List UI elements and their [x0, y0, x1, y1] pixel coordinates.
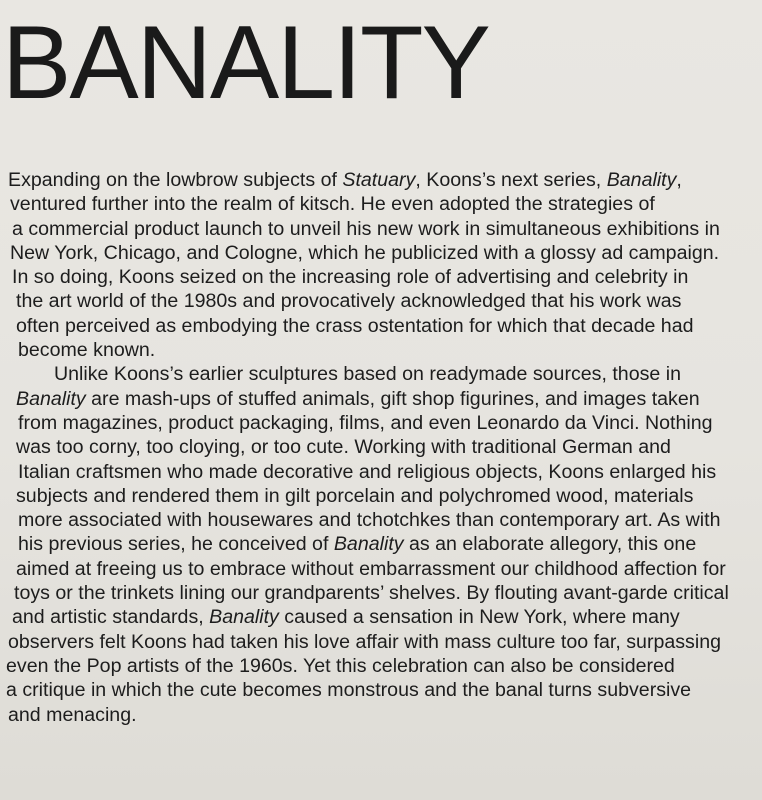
text-line: [6, 678, 760, 702]
text-line: [12, 605, 760, 629]
text-line: [18, 411, 760, 435]
text-run: often perceived as embodying the crass ostentation for which that decade had: [16, 314, 694, 337]
text-line: [16, 435, 760, 459]
text-run: was too corny, too cloying, or too cute. Working with traditional German and: [16, 436, 671, 459]
text-run: aimed at freeing us to embrace without embarrassment our childhood affection for: [16, 557, 726, 580]
text-run: observers felt Koons had taken his love affair with mass culture too far, surpassing: [8, 630, 721, 653]
text-run: , Koons’s next series,: [415, 169, 607, 191]
title-heading: BANALITY: [2, 5, 489, 121]
text-run: ,: [676, 169, 682, 191]
text-line: [12, 265, 760, 289]
italic-title: Banality: [333, 533, 404, 556]
text-run: are mash-ups of stuffed animals, gift shop figurines, and images taken: [85, 387, 700, 410]
text-line: [16, 289, 760, 313]
text-line: [16, 557, 760, 581]
text-run: In so doing, Koons seized on the increasing role of advertising and celebrity in: [12, 266, 689, 289]
italic-title: Banality: [209, 606, 279, 629]
text-run: as an elaborate allegory, this one: [403, 533, 697, 556]
text-line: [18, 508, 760, 532]
italic-title: Statuary: [342, 169, 416, 191]
text-line: [16, 387, 760, 411]
text-line: [6, 654, 760, 678]
text-run: a critique in which the cute becomes monstrous and the banal turns subversive: [6, 679, 692, 702]
text-line: [8, 703, 760, 727]
text-line: [14, 581, 760, 605]
text-run: and menacing.: [8, 703, 137, 726]
text-line: [18, 532, 760, 556]
text-line: [18, 460, 760, 484]
text-run: subjects and rendered them in gilt porcelain and polychromed wood, materials: [16, 484, 694, 507]
text-run: become known.: [18, 339, 156, 362]
text-line: [8, 630, 760, 654]
text-run: caused a sensation in New York, where many: [278, 606, 680, 629]
text-line: [16, 484, 760, 508]
text-run: a commercial product launch to unveil his new work in simultaneous exhibitions in: [12, 217, 720, 240]
text-run: Unlike Koons’s earlier sculptures based on readymade sources, those in: [54, 363, 681, 386]
text-line: [54, 362, 760, 386]
text-run: New York, Chicago, and Cologne, which he publicized with a glossy ad campaign.: [10, 241, 720, 264]
text-line: [18, 338, 760, 362]
text-line: [10, 241, 760, 265]
text-line: [10, 192, 760, 216]
text-line: [16, 314, 760, 338]
text-run: even the Pop artists of the 1960s. Yet this celebration can also be considered: [6, 654, 675, 677]
text-run: from magazines, product packaging, films, and even Leonardo da Vinci. Nothing: [18, 411, 713, 434]
text-line: [12, 217, 760, 241]
text-run: Expanding on the lowbrow subjects of: [8, 169, 343, 191]
text-run: toys or the trinkets lining our grandparents’ shelves. By flouting avant-garde critical: [14, 582, 729, 605]
italic-title: Banality: [606, 169, 677, 191]
text-run: Italian craftsmen who made decorative and religious objects, Koons enlarged his: [18, 460, 717, 483]
text-run: ventured further into the realm of kitsch. He even adopted the strategies of: [10, 193, 655, 216]
text-line: [8, 168, 760, 192]
text-run: his previous series, he conceived of: [18, 533, 334, 556]
body-text: [8, 168, 760, 727]
text-run: the art world of the 1980s and provocatively acknowledged that his work was: [16, 290, 682, 313]
text-run: and artistic standards,: [12, 606, 210, 629]
italic-title: Banality: [16, 387, 86, 410]
text-run: more associated with housewares and tchotchkes than contemporary art. As with: [18, 509, 721, 532]
